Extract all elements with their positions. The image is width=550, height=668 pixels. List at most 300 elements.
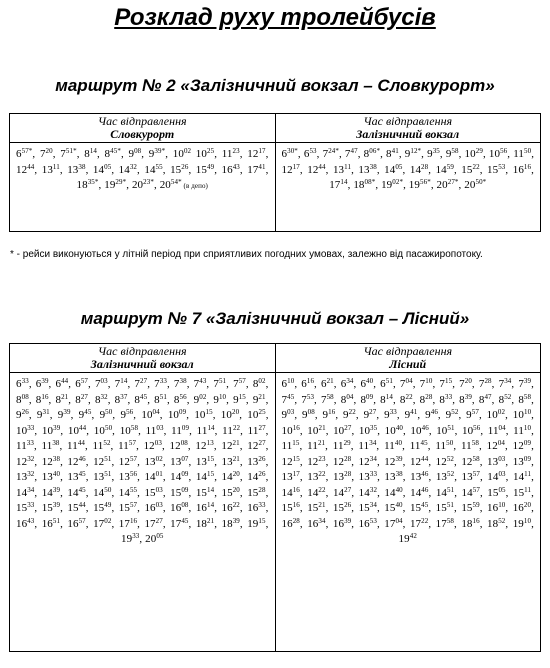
departure-time: $8^{37}$, xyxy=(114,392,131,406)
departure-time: $17^{58}$, xyxy=(435,516,457,530)
departure-minute: 45* xyxy=(110,147,121,155)
departure-time: $12^{52}$, xyxy=(435,454,457,468)
page-title: Розклад руху тролейбусів xyxy=(114,4,436,31)
departure-minute: 38 xyxy=(395,470,403,478)
departure-hour: 7 xyxy=(320,393,327,406)
departure-hour: 15 xyxy=(384,502,396,514)
departure-time: $15^{22}$, xyxy=(461,162,483,176)
departure-time: $8^{22}$, xyxy=(399,392,416,406)
departure-minute: 09 xyxy=(179,408,187,416)
departure-time: $7^{33}$, xyxy=(154,377,170,390)
departure-time: $8^{14}$, xyxy=(380,392,396,406)
departure-time: $12^{57}$, xyxy=(118,454,141,468)
departure-time: $9^{27}$, xyxy=(363,408,380,421)
departure-minute: 34 xyxy=(369,454,377,463)
departure-minute: 05 xyxy=(498,485,506,494)
departure-hour: 15 xyxy=(170,163,182,176)
departure-minute: 03 xyxy=(154,439,162,447)
departure-time: $7^{57}$, xyxy=(233,377,249,390)
departure-minute: 58 xyxy=(446,516,455,525)
departure-hour: 6 xyxy=(55,378,62,390)
departure-time: $8^{27}$, xyxy=(75,392,91,406)
departure-hour: 16 xyxy=(247,502,259,514)
departure-minute: 11 xyxy=(52,162,60,171)
departure-time: $14^{51}$, xyxy=(435,485,458,499)
departure-hour: 15 xyxy=(93,502,105,514)
departure-minute: 33 xyxy=(258,501,266,509)
departure-hour: 11 xyxy=(435,440,447,452)
departure-time: $14^{05}$, xyxy=(92,162,115,176)
departure-hour: 9 xyxy=(36,409,43,421)
departure-hour: 14 xyxy=(92,163,105,176)
departure-time: $10^{25}$, xyxy=(195,147,218,160)
departure-hour: 7 xyxy=(344,148,351,160)
departure-minute: 02 xyxy=(155,454,163,463)
departure-hour: 6 xyxy=(75,378,81,390)
departure-hour: 11 xyxy=(247,424,259,437)
departure-hour: 17 xyxy=(170,517,182,530)
departure-minute: 44 xyxy=(27,162,35,171)
departure-time: $9^{41}$, xyxy=(404,408,421,421)
departure-time: $13^{38}$, xyxy=(358,162,380,176)
departure-minute: 27 xyxy=(258,423,266,432)
departure-hour: 8 xyxy=(134,393,141,406)
departure-hour: 7 xyxy=(439,378,445,390)
departure-minute: 51 xyxy=(159,392,167,401)
departure-time: $16^{08}$, xyxy=(170,501,192,514)
departure-time: $17^{22}$, xyxy=(409,516,432,530)
departure-hour: 7 xyxy=(419,378,426,390)
departure-time: $19^{10}$, xyxy=(512,516,534,530)
departure-time: $9^{12*}$, xyxy=(404,147,425,160)
departure-time: $12^{17}$, xyxy=(247,147,269,160)
departure-time: $19^{15}$, xyxy=(247,516,269,530)
departure-minute: 39 xyxy=(41,377,49,385)
departure-minute: 50 xyxy=(446,439,454,447)
departure-hour: 9 xyxy=(16,409,22,421)
departure-minute: 44 xyxy=(318,162,326,171)
departure-hour: 12 xyxy=(281,455,293,468)
departure-minute: 04 xyxy=(498,423,506,432)
departure-hour: 9 xyxy=(404,409,411,421)
departure-minute: 57 xyxy=(472,485,480,494)
departure-time: $9^{08}$, xyxy=(128,147,145,160)
departure-time: $7^{51*}$, xyxy=(60,147,80,160)
departure-hour: 15 xyxy=(332,502,345,514)
departure-time: $11^{10}$, xyxy=(513,423,534,437)
departure-minute: 31 xyxy=(42,408,50,416)
departure-time: $6^{39}$, xyxy=(35,377,52,390)
departure-minute: 27* xyxy=(447,178,459,186)
departure-hour: 14 xyxy=(461,486,473,499)
departure-time: $13^{38}$, xyxy=(384,470,406,483)
departure-time: $15^{59}$, xyxy=(461,501,483,514)
departure-hour: 10 xyxy=(93,424,105,437)
departure-time: $10^{29}$, xyxy=(464,147,486,160)
departure-time: $14^{15}$, xyxy=(195,470,218,483)
departure-minute: 03 xyxy=(287,408,295,416)
departure-minute: 21 xyxy=(61,392,69,401)
departure-time: $15^{05}$, xyxy=(487,485,509,499)
departure-hour: 15 xyxy=(67,502,79,514)
route-7-times-right xyxy=(275,373,541,652)
departure-hour: 16 xyxy=(281,517,293,530)
departure-time: $15^{34}$, xyxy=(358,501,380,514)
departure-time: $12^{32}$, xyxy=(16,454,38,468)
departure-hour: 9 xyxy=(193,393,200,406)
departure-hour: 10 xyxy=(384,424,396,437)
departure-minute: 04 xyxy=(405,377,413,385)
departure-time: $9^{03}$, xyxy=(281,408,298,421)
departure-minute: 16 xyxy=(472,516,480,525)
departure-minute: 03 xyxy=(100,377,108,385)
departure-minute: 30* xyxy=(287,147,298,155)
departure-minute: 09 xyxy=(523,454,532,463)
departure-time: $13^{40}$, xyxy=(41,470,63,483)
departure-minute: 24* xyxy=(328,147,339,155)
departure-minute: 38 xyxy=(52,439,60,447)
departure-time: $17^{45}$, xyxy=(170,516,192,530)
departure-time: $9^{56}$, xyxy=(120,408,137,421)
departure-hour: 10 xyxy=(195,148,207,160)
departure-hour: 7 xyxy=(134,378,141,390)
departure-hour: 11 xyxy=(92,440,104,452)
departure-minute: 51 xyxy=(447,485,455,494)
departure-hour: 19 xyxy=(408,179,420,191)
departure-minute: 12* xyxy=(410,147,422,155)
route-7-table xyxy=(9,343,541,652)
departure-hour: 7 xyxy=(281,393,288,406)
departure-time: $18^{35*}$, xyxy=(76,178,102,191)
departure-minute: 40 xyxy=(395,423,404,432)
departure-minute: 09 xyxy=(181,470,189,478)
departure-time: $11^{50}$, xyxy=(435,439,457,452)
departure-minute: 51 xyxy=(104,470,112,478)
departure-hour: 15 xyxy=(409,502,422,514)
departure-time: $10^{56}$, xyxy=(488,147,511,160)
departure-time: $6^{16}$, xyxy=(301,377,317,390)
departure-hour: 10 xyxy=(410,424,422,437)
departure-minute: 16 xyxy=(292,501,300,509)
departure-hour: 12 xyxy=(247,440,259,452)
departure-minute: 11 xyxy=(524,485,532,494)
departure-hour: 18 xyxy=(221,517,233,530)
departure-hour: 8 xyxy=(399,393,406,406)
departure-hour: 14 xyxy=(281,486,293,499)
departure-hour: 8 xyxy=(104,148,111,160)
departure-minute: 16 xyxy=(328,408,336,416)
departure-time: $13^{57}$, xyxy=(461,470,483,483)
departure-time: $10^{46}$, xyxy=(410,423,432,437)
departure-hour: 8 xyxy=(340,393,347,406)
departure-time: $12^{44}$, xyxy=(16,162,38,176)
departure-hour: 16 xyxy=(512,163,524,176)
departure-hour: 18 xyxy=(461,517,473,530)
departure-minute: 45 xyxy=(421,501,429,509)
departure-hour: 6 xyxy=(35,378,42,390)
departure-hour: 17 xyxy=(93,517,105,530)
departure-hour: 11 xyxy=(307,440,318,452)
departure-time: $8^{04}$, xyxy=(340,392,357,406)
departure-time: $8^{39}$, xyxy=(459,392,475,406)
departure-minute: 51 xyxy=(104,454,112,463)
departure-time: $7^{43}$, xyxy=(193,377,210,390)
departure-hour: 14 xyxy=(512,471,525,483)
departure-hour: 12 xyxy=(221,440,233,452)
departure-time: $6^{33}$, xyxy=(16,377,32,390)
departure-minute: 03 xyxy=(156,423,164,432)
departure-hour: 9 xyxy=(281,409,288,421)
departure-hour: 9 xyxy=(404,148,411,160)
departure-time: $10^{56}$, xyxy=(461,423,484,437)
departure-hour: 12 xyxy=(143,440,155,452)
departure-time: $16^{43}$, xyxy=(16,516,38,530)
departure-minute: 57 xyxy=(129,454,138,463)
departure-hour: 15 xyxy=(247,486,259,499)
departure-time: $13^{46}$, xyxy=(410,470,432,483)
departure-time: $12^{03}$, xyxy=(143,439,165,452)
departure-hour: 15 xyxy=(461,163,473,176)
departure-hour: 13 xyxy=(461,471,473,483)
departure-minute: 14 xyxy=(207,485,215,494)
departure-time: $15^{14}$, xyxy=(195,485,218,499)
departure-minute: 50* xyxy=(475,178,487,186)
departure-minute: 05 xyxy=(104,162,112,171)
departure-hour: 9 xyxy=(128,148,135,160)
departure-time: $18^{52}$, xyxy=(487,516,509,530)
departure-minute: 49 xyxy=(104,501,112,509)
departure-minute: 39 xyxy=(395,454,403,463)
departure-time: $11^{03}$, xyxy=(145,423,167,437)
departure-time: $15^{16}$, xyxy=(281,501,303,514)
departure-time: $8^{47}$, xyxy=(478,392,495,406)
departure-minute: 41 xyxy=(258,162,266,171)
departure-hour: 6 xyxy=(303,148,310,160)
departure-minute: 25 xyxy=(207,147,215,155)
departure-time: $6^{44}$, xyxy=(55,377,72,390)
departure-minute: 14 xyxy=(207,501,215,509)
departure-hour: 15 xyxy=(487,163,499,176)
departure-minute: 39 xyxy=(523,377,532,385)
departure-time: $6^{57}$, xyxy=(75,377,91,390)
departure-minute: 45 xyxy=(78,470,86,478)
departure-time: $13^{28}$, xyxy=(332,470,355,483)
departure-hour: 11 xyxy=(16,440,27,452)
departure-time: $17^{41}$, xyxy=(247,162,269,176)
header-destination: Залізничний вокзал xyxy=(90,357,194,371)
departure-hour: 14 xyxy=(410,486,422,499)
departure-minute: 32 xyxy=(100,392,108,401)
departure-time: $13^{11}$, xyxy=(41,162,63,176)
departure-time: $6^{21}$, xyxy=(320,377,337,390)
departure-minute: 17 xyxy=(292,470,300,478)
departure-time: $14^{59}$, xyxy=(435,162,457,176)
departure-time: $7^{38}$, xyxy=(173,377,190,390)
departure-minute: 02 xyxy=(104,516,112,525)
departure-hour: 7 xyxy=(94,378,101,390)
departure-time: $14^{05}$, xyxy=(384,162,406,176)
departure-hour: 10 xyxy=(461,424,474,437)
departure-hour: 15 xyxy=(195,486,208,499)
departure-hour: 14 xyxy=(170,471,182,483)
departure-time: $8^{33}$, xyxy=(439,392,456,406)
departure-time: $8^{02}$, xyxy=(252,377,269,390)
departure-time: $12^{08}$, xyxy=(169,439,191,452)
departure-minute: 50 xyxy=(524,147,532,155)
departure-minute: 39 xyxy=(53,423,61,432)
departure-time: $18^{39}$, xyxy=(221,516,243,530)
departure-time: $18^{21}$, xyxy=(195,516,218,530)
departure-minute: 49 xyxy=(206,162,215,171)
departure-minute: 22 xyxy=(421,516,429,525)
departure-minute: 39 xyxy=(63,408,71,416)
departure-time: $12^{23}$, xyxy=(307,454,329,468)
departure-minute: 04 xyxy=(346,392,354,401)
departure-minute: 33 xyxy=(389,408,397,416)
departure-hour: 12 xyxy=(67,455,79,468)
departure-time: $14^{01}$, xyxy=(144,470,166,483)
departure-minute: 45 xyxy=(84,408,92,416)
departure-time: $17^{04}$, xyxy=(384,516,406,530)
departure-hour: 12 xyxy=(247,148,259,160)
departure-minute: 41 xyxy=(410,408,418,416)
departure-hour: 16 xyxy=(358,517,370,530)
departure-minute: 44 xyxy=(78,501,86,509)
departure-hour: 14 xyxy=(384,163,396,176)
departure-time: $14^{22}$, xyxy=(307,485,329,499)
departure-minute: 28 xyxy=(425,392,433,401)
departure-hour: 12 xyxy=(41,455,53,468)
departure-minute: 56 xyxy=(473,423,481,432)
departure-time: $19^{33}$, xyxy=(120,532,143,545)
departure-time: $7^{39}$, xyxy=(518,377,534,390)
departure-time: $16^{16}$, xyxy=(512,162,534,176)
departure-minute: 26 xyxy=(258,454,266,463)
departure-hour: 13 xyxy=(247,455,259,468)
departure-time: $8^{56}$, xyxy=(173,392,190,406)
departure-hour: 12 xyxy=(307,163,319,176)
departure-time: $8^{09}$, xyxy=(360,392,377,406)
departure-time: $9^{35}$, xyxy=(427,147,443,160)
departure-time: $11^{23}$, xyxy=(221,147,243,160)
departure-hour: 11 xyxy=(384,440,395,452)
departure-minute: 35 xyxy=(432,147,440,155)
departure-minute: 39 xyxy=(344,516,352,525)
departure-minute: 51 xyxy=(446,501,455,509)
departure-minute: 33 xyxy=(27,501,35,509)
departure-minute: 33 xyxy=(21,377,29,385)
departure-time: $16^{43}$, xyxy=(221,162,243,176)
departure-time: $15^{51}$, xyxy=(435,501,457,514)
departure-minute: 58 xyxy=(130,423,139,432)
departure-minute: 26 xyxy=(344,501,352,509)
departure-minute: 10 xyxy=(523,408,532,416)
departure-time: $8^{32}$, xyxy=(94,392,111,406)
departure-time: $13^{26}$, xyxy=(247,454,269,468)
departure-time: $10^{40}$, xyxy=(384,423,406,437)
departure-hour: 12 xyxy=(435,455,447,468)
departure-time: $13^{56}$, xyxy=(118,470,141,483)
departure-hour: 10 xyxy=(486,409,498,421)
departure-time: $12^{44}$, xyxy=(409,454,432,468)
departure-time: $14^{50}$, xyxy=(93,485,115,499)
departure-minute: 43 xyxy=(27,516,35,525)
departure-time: $16^{10}$, xyxy=(487,501,509,514)
departure-time: $15^{03}$, xyxy=(144,485,166,499)
departure-minute: 53 xyxy=(309,147,317,155)
departure-minute: 34 xyxy=(369,501,377,509)
departure-hour: 14 xyxy=(409,163,422,176)
departure-hour: 14 xyxy=(41,486,53,499)
departure-minute: 27 xyxy=(344,423,352,432)
departure-hour: 14 xyxy=(307,486,319,499)
departure-hour: 10 xyxy=(281,424,293,437)
departure-hour: 13 xyxy=(487,455,499,468)
departure-hour: 9 xyxy=(252,393,259,406)
departure-minute: 56 xyxy=(500,147,508,155)
departure-minute: 09 xyxy=(523,439,532,447)
departure-hour: 7 xyxy=(399,378,406,390)
departure-minute: 10 xyxy=(523,516,532,525)
departure-time: $7^{20}$, xyxy=(39,147,56,160)
departure-time: $8^{08}$, xyxy=(16,392,32,406)
departure-minute: 23 xyxy=(232,147,240,155)
departure-minute: 23* xyxy=(143,178,154,186)
departure-time: $10^{09}$, xyxy=(167,408,190,421)
departure-time: $15^{44}$, xyxy=(67,501,89,514)
departure-minute: 53 xyxy=(306,392,315,401)
departure-time: $7^{28}$, xyxy=(478,377,495,390)
departure-minute: 37 xyxy=(120,392,128,401)
departure-minute: 03 xyxy=(498,470,506,478)
departure-time: $15^{09}$, xyxy=(170,485,192,499)
departure-minute: 27 xyxy=(80,392,89,401)
departure-hour: 8 xyxy=(84,148,90,160)
departure-time: $9^{26}$, xyxy=(16,408,32,421)
departure-minute: 08 xyxy=(21,392,29,401)
departure-time: $14^{46}$, xyxy=(410,485,432,499)
departure-hour: 6 xyxy=(320,378,327,390)
departure-minute: 40 xyxy=(394,439,403,447)
departure-time: $14^{40}$, xyxy=(384,485,406,499)
departure-hour: 20 xyxy=(131,179,144,191)
departure-hour: 17 xyxy=(118,517,130,530)
departure-hour: 9 xyxy=(384,409,390,421)
departure-minute: 39 xyxy=(464,392,472,401)
departure-time: $12^{27}$, xyxy=(247,439,269,452)
departure-hour: 10 xyxy=(41,424,54,437)
departure-time: $17^{16}$, xyxy=(118,516,141,530)
departure-hour: 16 xyxy=(221,502,233,514)
departure-minute: 58 xyxy=(326,392,334,401)
departure-time: $12^{15}$, xyxy=(281,454,303,468)
departure-hour: 15 xyxy=(435,502,447,514)
departure-minute: 42 xyxy=(409,532,417,540)
departure-minute: 16 xyxy=(292,423,300,432)
departure-hour: 7 xyxy=(459,378,465,390)
departure-minute: 52 xyxy=(451,408,459,416)
departure-hour: 19 xyxy=(120,533,133,545)
departure-time: $14^{26}$, xyxy=(247,470,269,483)
departure-time: $9^{46}$, xyxy=(425,408,441,421)
departure-hour: 13 xyxy=(358,163,370,176)
departure-minute: 02 xyxy=(183,147,192,155)
departure-minute: 52 xyxy=(447,470,455,478)
departure-time: $12^{09}$, xyxy=(512,439,534,452)
departure-hour: 9 xyxy=(99,409,106,421)
departure-hour: 8 xyxy=(360,393,367,406)
departure-time: $15^{49}$, xyxy=(93,501,115,514)
